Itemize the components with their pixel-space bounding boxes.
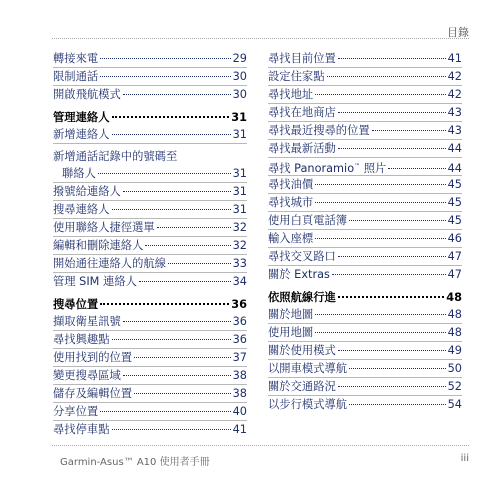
toc-entry[interactable]	[268, 378, 462, 396]
toc-entry-text: 尋找 Panoramio	[268, 162, 355, 175]
dot-leader	[112, 116, 230, 118]
toc-entry[interactable]	[268, 266, 462, 283]
toc-entry[interactable]	[53, 86, 247, 103]
toc-entry-text: 限制通話	[53, 70, 99, 83]
toc-entry-title	[53, 255, 166, 272]
toc-entry-title	[268, 324, 313, 341]
toc-entry[interactable]	[268, 360, 462, 378]
toc-entry-text: 使用聯絡人捷徑選單	[53, 221, 155, 234]
toc-page-number: 49	[447, 344, 462, 357]
toc-entry-title	[53, 68, 98, 85]
toc-page-number: 48	[447, 308, 462, 321]
toc-entry-title	[53, 403, 98, 420]
dot-leader	[100, 76, 230, 77]
toc-page-number: 54	[447, 398, 462, 411]
toc-section-heading[interactable]	[53, 296, 247, 313]
toc-entry-title	[53, 331, 110, 348]
toc-entry[interactable]	[268, 50, 462, 68]
toc-entry-title	[268, 176, 313, 193]
toc-entry-title	[53, 385, 132, 402]
toc-entry-text: 管理 SIM 連絡人	[53, 275, 137, 288]
toc-page-number: 29	[232, 52, 247, 65]
dot-leader	[112, 209, 231, 210]
toc-entry[interactable]	[268, 158, 462, 176]
toc-entry-title	[268, 140, 336, 157]
toc-entry[interactable]	[53, 421, 247, 438]
toc-entry[interactable]	[53, 349, 247, 367]
toc-entry-text: 開始通往連絡人的航線	[53, 257, 166, 270]
toc-page-number: 31	[232, 128, 247, 141]
dot-leader	[338, 386, 446, 387]
toc-entry-title	[268, 360, 347, 377]
toc-entry[interactable]	[53, 331, 247, 349]
toc-entry-title	[268, 306, 313, 323]
toc-entry-text: 尋找最近搜尋的位置	[268, 124, 370, 137]
toc-entry[interactable]	[53, 403, 247, 421]
toc-entry-text: 尋找最新活動	[268, 142, 336, 155]
toc-entry[interactable]	[53, 148, 247, 165]
toc-entry[interactable]	[53, 126, 247, 144]
dot-leader	[315, 202, 445, 203]
toc-entry-text: 尋找油價	[268, 178, 314, 191]
toc-entry-text: 分享位置	[53, 405, 99, 418]
toc-page-number: 43	[447, 124, 462, 137]
toc-entry-text: 管理連絡人	[53, 111, 110, 124]
toc-page-number: 31	[231, 111, 247, 124]
dot-leader	[157, 227, 231, 228]
toc-entry-title	[268, 266, 330, 283]
toc-entry[interactable]	[268, 122, 462, 140]
dot-leader	[332, 274, 446, 275]
toc-section-heading[interactable]	[53, 109, 247, 126]
toc-entry[interactable]	[268, 176, 462, 194]
toc-entry-text: 使用白頁電話簿	[268, 214, 348, 227]
toc-page-number: 36	[232, 333, 247, 346]
toc-entry-title	[268, 86, 313, 103]
toc-entry[interactable]	[53, 273, 247, 290]
toc-entry-text: 尋找地址	[268, 88, 314, 101]
toc-entry-text: 編輯和刪除連絡人	[53, 239, 144, 252]
toc-page-number: 45	[447, 178, 462, 191]
toc-page-number: 41	[232, 423, 247, 436]
toc-entry-title	[53, 273, 137, 290]
toc-entry-title	[53, 165, 96, 182]
toc-page-number: 47	[447, 250, 462, 263]
toc-entry-title	[53, 148, 177, 165]
toc-entry[interactable]	[268, 68, 462, 86]
toc-entry-title	[268, 68, 325, 85]
dot-leader	[315, 184, 445, 185]
dot-leader	[100, 411, 230, 412]
toc-entry-title	[53, 109, 110, 126]
toc-entry-text: 新增連絡人	[53, 128, 110, 141]
toc-entry-text: 搜尋位置	[53, 298, 99, 311]
toc-entry-title	[53, 296, 98, 313]
toc-entry-title	[268, 50, 336, 67]
toc-entry-title	[268, 158, 386, 177]
dot-leader	[139, 281, 231, 282]
dot-leader	[315, 314, 445, 315]
toc-entry-text: 使用地圖	[268, 326, 314, 339]
toc-entry[interactable]	[268, 324, 462, 342]
toc-entry-text: 尋找城市	[268, 196, 314, 209]
toc-entry-title	[268, 248, 336, 265]
toc-entry-text: 轉接來電	[53, 52, 99, 65]
toc-page-number: 42	[447, 70, 462, 83]
toc-entry[interactable]	[268, 212, 462, 230]
toc-entry-text-suffix: 照片	[360, 162, 387, 175]
dot-leader	[349, 368, 446, 369]
toc-page-number: 37	[232, 351, 247, 364]
toc-entry-text: 開啟飛航模式	[53, 88, 121, 101]
dot-leader	[338, 58, 446, 59]
toc-entry-text: 擷取衛星訊號	[53, 315, 121, 328]
toc-entry-text: 輸入座標	[268, 232, 314, 245]
toc-entry-text: 搜尋連絡人	[53, 203, 110, 216]
toc-page-number: 48	[447, 326, 462, 339]
dot-leader	[168, 263, 231, 264]
footer-manual-title: Garmin-Asus™ A10 使用者手冊	[60, 457, 210, 468]
toc-page-number: 33	[232, 257, 247, 270]
toc-entry-title	[53, 421, 110, 438]
dot-leader	[338, 112, 446, 113]
toc-entry[interactable]	[53, 237, 247, 255]
toc-entry-title	[53, 237, 143, 254]
toc-page-number: 52	[447, 380, 462, 393]
dot-leader	[112, 429, 231, 430]
toc-entry-title	[53, 86, 121, 103]
header-divider	[52, 38, 469, 39]
toc-page-number: 38	[232, 369, 247, 382]
toc-entry-text: 關於使用模式	[268, 344, 336, 357]
dot-leader	[349, 220, 446, 221]
dot-leader	[134, 357, 231, 358]
toc-entry-title	[53, 183, 121, 200]
toc-entry-text: 關於地圖	[268, 308, 314, 321]
toc-page-number: 47	[447, 268, 462, 281]
toc-entry-title	[268, 230, 313, 247]
toc-entry[interactable]	[53, 68, 247, 86]
toc-entry-text: 以開車模式導航	[268, 362, 348, 375]
toc-entry[interactable]	[268, 140, 462, 158]
footer-divider	[52, 445, 469, 446]
toc-page-number: 38	[232, 387, 247, 400]
toc-page-number: 32	[232, 239, 247, 252]
toc-entry-title	[53, 219, 155, 236]
toc-entry[interactable]	[268, 230, 462, 248]
toc-entry-text: 儲存及編輯位置	[53, 387, 133, 400]
toc-page-number: 31	[232, 167, 247, 180]
toc-page-number: 44	[447, 142, 462, 155]
toc-entry-text: 關於交通路況	[268, 380, 336, 393]
toc-section-heading[interactable]	[268, 289, 462, 306]
toc-entry-text: 尋找在地商店	[268, 106, 336, 119]
toc-page-number: 44	[447, 162, 462, 175]
toc-entry-title	[53, 50, 98, 67]
toc-page-number: 41	[447, 52, 462, 65]
toc-page-number: 34	[232, 275, 247, 288]
toc-entry-title	[53, 126, 110, 143]
toc-entry[interactable]	[53, 201, 247, 219]
toc-page-number: 45	[447, 196, 462, 209]
toc-entry-text: 尋找目前位置	[268, 52, 336, 65]
toc-entry[interactable]	[53, 183, 247, 201]
toc-entry[interactable]	[53, 385, 247, 403]
toc-entry-title	[268, 396, 347, 413]
toc-page-number: 48	[446, 291, 462, 304]
toc-entry-title	[53, 313, 121, 330]
dot-leader	[123, 94, 231, 95]
toc-column-left	[53, 50, 247, 438]
toc-entry-title	[268, 122, 370, 139]
toc-entry-title	[53, 201, 110, 218]
dot-leader	[123, 321, 231, 322]
toc-entry[interactable]	[53, 367, 247, 385]
toc-entry-title	[268, 342, 336, 359]
toc-entry[interactable]	[268, 306, 462, 324]
toc-entry[interactable]	[53, 50, 247, 68]
dot-leader	[372, 130, 446, 131]
toc-entry-text: 依照航線行進	[268, 291, 336, 304]
toc-entry-title	[268, 212, 347, 229]
toc-entry[interactable]	[268, 396, 462, 413]
toc-entry-title	[268, 289, 336, 306]
toc-page-number: 30	[232, 88, 247, 101]
toc-entry[interactable]	[53, 255, 247, 273]
toc-entry-title	[268, 378, 336, 395]
toc-entry[interactable]	[268, 342, 462, 360]
toc-entry[interactable]	[53, 165, 247, 183]
dot-leader	[134, 393, 231, 394]
dot-leader	[98, 173, 231, 174]
toc-page-number: 36	[232, 315, 247, 328]
dot-leader	[123, 191, 231, 192]
dot-leader	[315, 238, 445, 239]
trademark-symbol: ™	[354, 163, 361, 170]
toc-entry-text: 尋找停車點	[53, 423, 110, 436]
toc-column-right	[268, 50, 462, 413]
dot-leader	[349, 404, 446, 405]
toc-entry-title	[53, 367, 121, 384]
toc-entry-text: 尋找興趣點	[53, 333, 110, 346]
toc-page-number: 50	[447, 362, 462, 375]
toc-entry-text: 聯絡人	[62, 167, 96, 180]
toc-page-number: 31	[232, 185, 247, 198]
toc-entry-text: 新增通話記錄中的號碼至	[53, 150, 178, 163]
toc-entry-text: 設定住家點	[268, 70, 325, 83]
footer-page-number: iii	[460, 453, 469, 464]
toc-page-number: 43	[447, 106, 462, 119]
toc-entry[interactable]	[53, 219, 247, 237]
dot-leader	[123, 375, 231, 376]
toc-entry[interactable]	[268, 86, 462, 104]
dot-leader	[338, 296, 444, 298]
toc-entry[interactable]	[53, 313, 247, 331]
dot-leader	[338, 256, 446, 257]
toc-page-number: 32	[232, 221, 247, 234]
dot-leader	[100, 303, 229, 305]
dot-leader	[112, 339, 231, 340]
toc-entry-title	[268, 104, 336, 121]
page-header-title: 目錄	[447, 26, 469, 39]
dot-leader	[315, 332, 445, 333]
toc-page-number: 45	[447, 214, 462, 227]
toc-entry-text: 關於 Extras	[268, 268, 330, 281]
dot-leader	[327, 76, 446, 77]
toc-page-number: 31	[232, 203, 247, 216]
toc-entry[interactable]	[268, 104, 462, 122]
toc-page-number: 36	[231, 298, 247, 311]
dot-leader	[100, 58, 230, 59]
dot-leader	[145, 245, 230, 246]
dot-leader	[315, 94, 445, 95]
toc-entry-text: 變更搜尋區域	[53, 369, 121, 382]
toc-entry-title	[268, 194, 313, 211]
toc-page-number: 46	[447, 232, 462, 245]
dot-leader	[338, 148, 446, 149]
toc-entry-title	[53, 349, 132, 366]
toc-entry[interactable]	[268, 194, 462, 212]
toc-entry-text: 以步行模式導航	[268, 398, 348, 411]
dot-leader	[388, 168, 445, 169]
toc-page-number: 30	[232, 70, 247, 83]
dot-leader	[338, 350, 446, 351]
toc-entry-text: 撥號給連絡人	[53, 185, 121, 198]
dot-leader	[112, 134, 231, 135]
toc-entry[interactable]	[268, 248, 462, 266]
toc-page-number: 40	[232, 405, 247, 418]
toc-entry-text: 尋找交叉路口	[268, 250, 336, 263]
toc-page-number: 42	[447, 88, 462, 101]
toc-entry-text: 使用找到的位置	[53, 351, 133, 364]
